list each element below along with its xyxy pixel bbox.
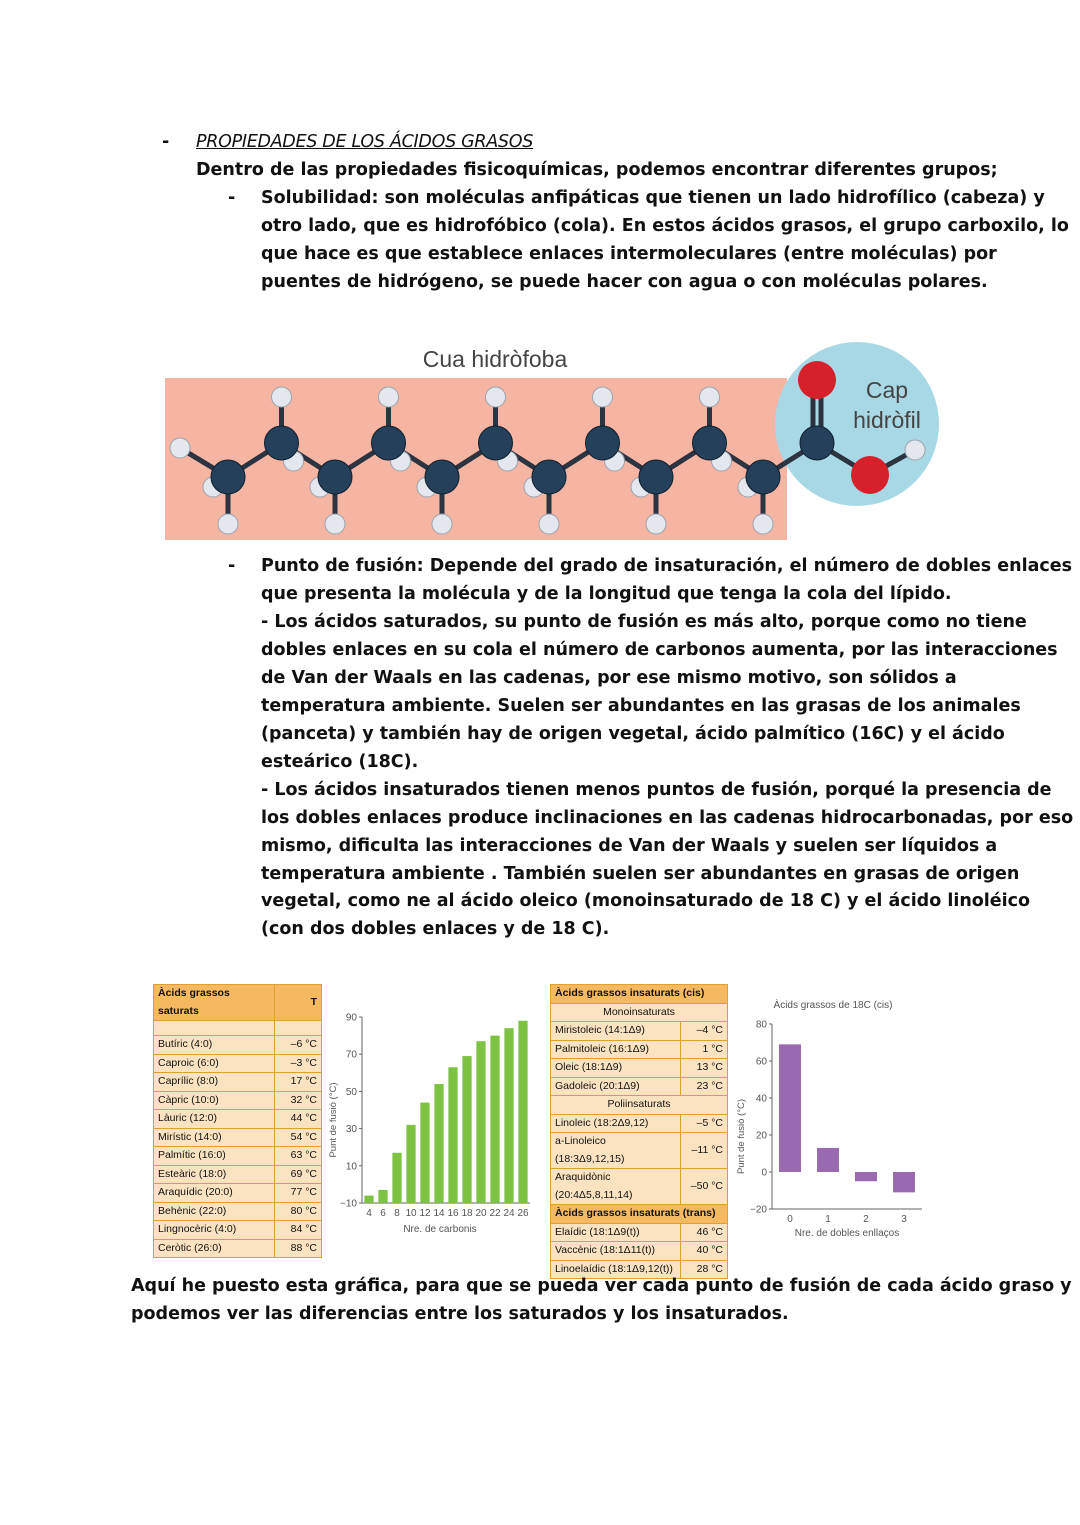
table-row <box>154 1147 322 1166</box>
y-tick-label: 50 <box>345 1086 357 1098</box>
table-row <box>154 1073 322 1092</box>
head-label-hidrofil: hidròfil <box>853 407 921 433</box>
oxygen-atom <box>851 456 889 494</box>
chart-bar <box>490 1036 499 1203</box>
x-tick-label: 6 <box>380 1208 386 1219</box>
table-row <box>154 1054 322 1073</box>
melting-temp: 46 °C <box>681 1223 728 1242</box>
carbon-atom <box>265 426 299 460</box>
acid-name: Lingnocèric (4:0) <box>154 1221 275 1240</box>
table-row <box>154 1239 322 1258</box>
saturated-table-header-t: T <box>275 985 322 1021</box>
acid-name: Caproic (6:0) <box>154 1054 275 1073</box>
poly-label: Poliinsaturats <box>551 1096 728 1115</box>
y-tick-label: 20 <box>755 1130 767 1142</box>
saturated-melting-chart <box>326 1005 536 1250</box>
acid-name: Araquídic (20:0) <box>154 1184 275 1203</box>
y-tick-label: 60 <box>755 1056 767 1068</box>
solubility-line: Solubilidad: son moléculas anfipáticas que tienen un lado hidrofílico (cabeza) y <box>261 188 1045 208</box>
acid-name: a-Linoleico (18:3Δ9,12,15) <box>551 1133 681 1169</box>
x-tick-label: 3 <box>901 1214 907 1225</box>
acid-name: Palmitoleic (16:1Δ9) <box>551 1040 681 1059</box>
mono-label: Monoinsaturats <box>551 1003 728 1022</box>
melting-temp: –6 °C <box>275 1036 322 1055</box>
acid-name: Linoelaídic (18:1Δ9,12(t)) <box>551 1260 681 1279</box>
melting-line: que presenta la molécula y de la longitud que tenga la cola del lípido. <box>261 584 952 604</box>
chart-bar <box>420 1103 429 1203</box>
carbon-atom <box>425 460 459 494</box>
y-tick-label: 80 <box>755 1019 767 1031</box>
melting-dash: - <box>228 556 236 576</box>
y-tick-label: 40 <box>755 1093 767 1105</box>
saturated-fatty-acids-table <box>153 984 322 1258</box>
chart-bar <box>779 1044 801 1172</box>
x-tick-label: 1 <box>825 1214 831 1225</box>
melting-temp: 23 °C <box>681 1077 728 1096</box>
y-tick-label: −10 <box>340 1198 357 1210</box>
section-title: PROPIEDADES DE LOS ÁCIDOS GRASOS <box>196 132 534 152</box>
x-tick-label: 22 <box>489 1208 501 1219</box>
chart-bar <box>817 1148 839 1172</box>
chart-bar <box>476 1041 485 1203</box>
table-row <box>551 1059 728 1078</box>
hydrogen-atom <box>432 514 452 534</box>
acid-name: Esteàric (18:0) <box>154 1165 275 1184</box>
melting-line: los dobles enlaces produce inclinaciones en las cadenas hidrocarbonadas, por eso <box>261 808 1074 828</box>
melting-line: - Los ácidos insaturados tienen menos puntos de fusión, porqué la presencia de <box>261 780 1052 800</box>
x-axis-label: Nre. de dobles enllaços <box>794 1228 900 1239</box>
carbon-atom <box>693 426 727 460</box>
chart-bar <box>378 1190 387 1203</box>
melting-temp: –5 °C <box>681 1114 728 1133</box>
carbon-atom <box>586 426 620 460</box>
melting-temp: 84 °C <box>275 1221 322 1240</box>
carbon-atom <box>318 460 352 494</box>
melting-temp: 1 °C <box>681 1040 728 1059</box>
melting-line: (panceta) y también hay de origen vegetal, ácido palmítico (16C) y el ácido <box>261 724 1005 744</box>
solubility-line: puentes de hidrógeno, se puede hacer con agua o con moléculas polares. <box>261 272 988 292</box>
melting-temp: 13 °C <box>681 1059 728 1078</box>
chart-bar <box>518 1021 527 1203</box>
melting-line: dobles enlaces en su cola el número de carbonos aumenta, por las interacciones <box>261 640 1058 660</box>
hydrogen-atom <box>325 514 345 534</box>
solubility-line: que hace es que establece enlaces intermoleculares (entre moléculas) por <box>261 244 997 264</box>
chart-bar <box>406 1125 415 1203</box>
table-row <box>551 1133 728 1169</box>
table-row <box>154 1202 322 1221</box>
melting-temp: 17 °C <box>275 1073 322 1092</box>
acid-name: Oleic (18:1Δ9) <box>551 1059 681 1078</box>
x-tick-label: 18 <box>461 1208 473 1219</box>
melting-temp: 69 °C <box>275 1165 322 1184</box>
chart-title: Àcids grassos de 18C (cis) <box>773 1000 893 1011</box>
y-axis-label: Punt de fusió (°C) <box>736 1098 747 1175</box>
carbon-atom <box>639 460 673 494</box>
acid-name: Butíric (4:0) <box>154 1036 275 1055</box>
hydrogen-atom <box>905 440 925 460</box>
x-tick-label: 24 <box>503 1208 515 1219</box>
melting-line: temperatura ambiente. Suelen ser abundantes en las grasas de los animales <box>261 696 1021 716</box>
chart-bar <box>855 1172 877 1181</box>
melting-temp: –11 °C <box>681 1133 728 1169</box>
table-spacer <box>275 1021 322 1036</box>
carbon-atom <box>800 426 834 460</box>
table-row <box>551 1114 728 1133</box>
acid-name: Ceròtic (26:0) <box>154 1239 275 1258</box>
table-row <box>154 1091 322 1110</box>
x-tick-label: 10 <box>405 1208 417 1219</box>
fatty-acid-molecule-illustration <box>163 340 943 545</box>
melting-line: vegetal, como ne al ácido oleico (monoinsaturado de 18 C) y el ácido linoléico <box>261 891 1031 911</box>
chart-bar <box>448 1067 457 1203</box>
unsaturated-trans-header: Àcids grassos insaturats (trans) <box>551 1205 728 1224</box>
acid-name: Caprílic (8:0) <box>154 1073 275 1092</box>
acid-name: Palmític (16:0) <box>154 1147 275 1166</box>
y-tick-label: 70 <box>345 1049 357 1061</box>
table-row <box>551 1223 728 1242</box>
x-tick-label: 26 <box>517 1208 529 1219</box>
table-row <box>551 1040 728 1059</box>
acid-name: Behènic (22:0) <box>154 1202 275 1221</box>
y-tick-label: 30 <box>345 1124 357 1136</box>
x-tick-label: 16 <box>447 1208 459 1219</box>
acid-name: Gadoleic (20:1Δ9) <box>551 1077 681 1096</box>
x-tick-label: 4 <box>366 1208 372 1219</box>
melting-temp: 28 °C <box>681 1260 728 1279</box>
section-dash: - <box>162 132 170 152</box>
saturated-table-header: Àcids grassos saturats <box>154 985 275 1021</box>
hydrogen-atom <box>646 514 666 534</box>
table-row <box>154 1110 322 1129</box>
melting-line: Punto de fusión: Depende del grado de insaturación, el número de dobles enlaces <box>261 556 1073 576</box>
x-tick-label: 14 <box>433 1208 445 1219</box>
table-row <box>551 1022 728 1041</box>
table-row <box>154 1036 322 1055</box>
table-row <box>551 1169 728 1205</box>
carbon-atom <box>479 426 513 460</box>
y-tick-label: 90 <box>345 1012 357 1024</box>
melting-temp: –4 °C <box>681 1022 728 1041</box>
hydrogen-atom <box>379 387 399 407</box>
table-row <box>154 1128 322 1147</box>
tail-label: Cua hidròfoba <box>422 346 568 372</box>
x-tick-label: 20 <box>475 1208 487 1219</box>
acid-name: Miristoleic (14:1Δ9) <box>551 1022 681 1041</box>
melting-temp: 77 °C <box>275 1184 322 1203</box>
hydrogen-atom <box>700 387 720 407</box>
hydrogen-atom <box>486 387 506 407</box>
x-tick-label: 2 <box>863 1214 869 1225</box>
x-tick-label: 0 <box>787 1214 793 1225</box>
hydrogen-atom <box>593 387 613 407</box>
hydrogen-atom <box>218 514 238 534</box>
table-row <box>551 1077 728 1096</box>
chart-bar <box>893 1172 915 1192</box>
melting-temp: 80 °C <box>275 1202 322 1221</box>
y-tick-label: −20 <box>750 1204 767 1216</box>
melting-temp: 88 °C <box>275 1239 322 1258</box>
melting-line: de Van der Waals en las cadenas, por ese mismo motivo, son sólidos a <box>261 668 957 688</box>
x-tick-label: 8 <box>394 1208 400 1219</box>
y-axis-label: Punt de fusió (°C) <box>328 1082 339 1158</box>
melting-temp: –50 °C <box>681 1169 728 1205</box>
table-row <box>154 1221 322 1240</box>
acid-name: Vaccènic (18:1Δ11(t)) <box>551 1242 681 1261</box>
chart-bar <box>392 1153 401 1203</box>
cis-18c-melting-chart <box>732 992 932 1247</box>
melting-line: (con dos dobles enlaces y de 18 C). <box>261 919 610 939</box>
melting-line: esteárico (18C). <box>261 752 419 772</box>
carbon-atom <box>746 460 780 494</box>
solubility-line: otro lado, que es hidrofóbico (cola). En estos ácidos grasos, el grupo carboxilo, lo <box>261 216 1069 236</box>
chart-bar <box>504 1028 513 1203</box>
melting-line: - Los ácidos saturados, su punto de fusión es más alto, porque como no tiene <box>261 612 1027 632</box>
x-tick-label: 12 <box>419 1208 431 1219</box>
melting-temp: 44 °C <box>275 1110 322 1129</box>
carbon-atom <box>211 460 245 494</box>
conclusion-line: Aquí he puesto esta gráfica, para que se pueda ver cada punto de fusión de cada ácido graso y <box>131 1276 1072 1296</box>
hydrogen-atom <box>272 387 292 407</box>
head-label-cap: Cap <box>865 377 909 403</box>
carbon-atom <box>372 426 406 460</box>
melting-temp: –3 °C <box>275 1054 322 1073</box>
conclusion-line: podemos ver las diferencias entre los saturados y los insaturados. <box>131 1304 789 1324</box>
acid-name: Càpric (10:0) <box>154 1091 275 1110</box>
oxygen-atom <box>798 361 836 399</box>
unsaturated-cis-header: Àcids grassos insaturats (cis) <box>551 985 728 1004</box>
chart-bar <box>434 1084 443 1203</box>
chart-bar <box>364 1196 373 1203</box>
acid-name: Làuric (12:0) <box>154 1110 275 1129</box>
carbon-atom <box>532 460 566 494</box>
acid-name: Linoleic (18:2Δ9,12) <box>551 1114 681 1133</box>
acid-name: Mirístic (14:0) <box>154 1128 275 1147</box>
y-tick-label: 0 <box>761 1167 767 1179</box>
melting-temp: 40 °C <box>681 1242 728 1261</box>
acid-name: Araquidònic (20:4Δ5,8,11,14) <box>551 1169 681 1205</box>
table-row <box>154 1184 322 1203</box>
chart-bar <box>462 1056 471 1203</box>
melting-temp: 54 °C <box>275 1128 322 1147</box>
melting-temp: 32 °C <box>275 1091 322 1110</box>
melting-line: mismo, dificulta las interacciones de Van der Waals y suelen ser líquidos a <box>261 836 998 856</box>
section-intro: Dentro de las propiedades fisicoquímicas, podemos encontrar diferentes grupos; <box>196 160 998 180</box>
acid-name: Elaídic (18:1Δ9(t)) <box>551 1223 681 1242</box>
table-spacer <box>154 1021 275 1036</box>
melting-line: temperatura ambiente . También suelen ser abundantes en grasas de origen <box>261 864 1020 884</box>
unsaturated-fatty-acids-table <box>550 984 728 1279</box>
melting-temp: 63 °C <box>275 1147 322 1166</box>
x-axis-label: Nre. de carbonis <box>403 1224 477 1235</box>
hydrogen-atom <box>753 514 773 534</box>
table-row <box>154 1165 322 1184</box>
y-tick-label: 10 <box>345 1161 357 1173</box>
hydrogen-atom <box>170 438 190 458</box>
hydrogen-atom <box>539 514 559 534</box>
table-row <box>551 1242 728 1261</box>
solubility-dash: - <box>228 188 236 208</box>
